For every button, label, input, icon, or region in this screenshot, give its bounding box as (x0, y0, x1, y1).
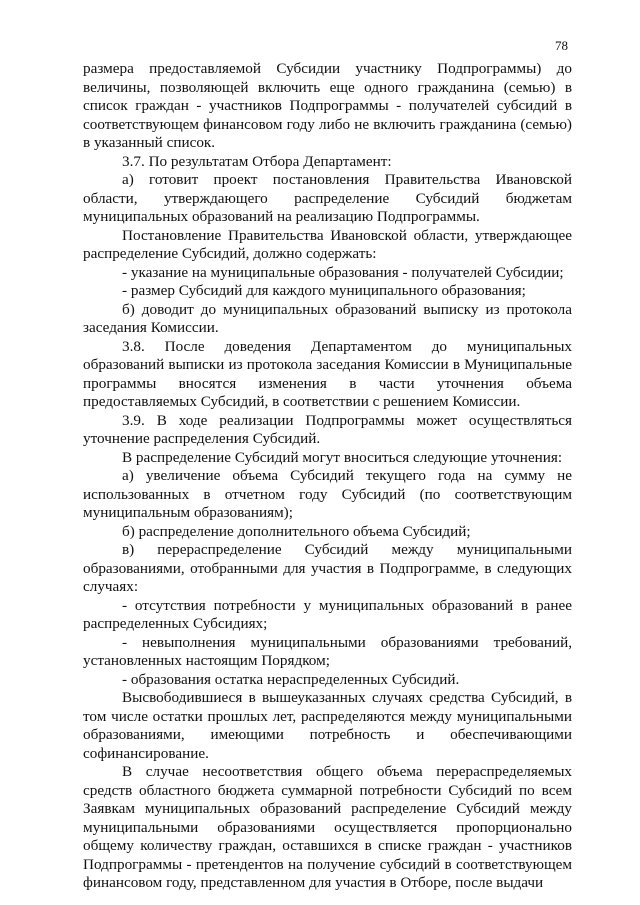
paragraph-resolution-content: Постановление Правительства Ивановской области, утверждающее распределение Субсидий, должно содержать: (83, 226, 572, 262)
list-item-c-redistribution: в) перераспределение Субсидий между муниципальными образованиями, отобранными для участия в Подпрограмме, в следующих случаях: (83, 541, 572, 595)
document-body (83, 60, 572, 893)
paragraph-3-9: 3.9. В ходе реализации Подпрограммы может осуществляться уточнение распределения Субсидий. (83, 411, 572, 447)
paragraph-continuation: размера предоставляемой Субсидии участнику Подпрограммы) до величины, позволяющей включить еще одного гражданина (семью) в список граждан - участников Подпрограммы - получателей субсидий в соответствующем финансовом году либо не включить гражданина (семью) в указанный список. (83, 60, 572, 151)
page-number: 78 (555, 38, 568, 53)
paragraph-clarifications-intro: В распределение Субсидий могут вноситься следующие уточнения: (122, 448, 563, 466)
list-item-no-need: - отсутствия потребности у муниципальных образований в ранее распределенных Субсидиях; (83, 596, 572, 632)
paragraph-3-8: 3.8. После доведения Департаментом до муниципальных образований выписки из протокола заседания Комиссии в Муниципальные программы вносятся изменения в части уточнения объема предоставляемых Субсидий, в соответствии с решением Комиссии. (83, 337, 572, 410)
list-item-remainder: - образования остатка нераспределенных Субсидий. (122, 670, 460, 688)
list-item-recipients: - указание на муниципальные образования - получателей Субсидии; (122, 263, 564, 281)
list-item-a-increase: а) увеличение объема Субсидий текущего года на сумму не использованных в отчетном году Субсидий (по соответствующим муниципальным образованиям); (83, 467, 572, 521)
list-item-non-fulfillment: - невыполнения муниципальными образованиями требований, установленных настоящим Порядком; (83, 633, 572, 669)
list-item-b-additional: б) распределение дополнительного объема Субсидий; (122, 522, 471, 540)
paragraph-3-7-a: а) готовит проект постановления Правительства Ивановской области, утверждающего распределение Субсидий бюджетам муниципальных образований на реализацию Подпрограммы. (83, 171, 572, 225)
paragraph-3-7: 3.7. По результатам Отбора Департамент: (122, 152, 392, 170)
paragraph-3-7-b: б) доводит до муниципальных образований выписку из протокола заседания Комиссии. (83, 300, 572, 336)
paragraph-released-funds: Высвободившиеся в вышеуказанных случаях средства Субсидий, в том числе остатки прошлых лет, распределяются между муниципальными образованиями, имеющими потребность и обеспечивающими софинансирование. (83, 689, 572, 762)
list-item-subsidy-size: - размер Субсидий для каждого муниципального образования; (122, 282, 526, 299)
paragraph-proportional-distribution: В случае несоответствия общего объема перераспределяемых средств областного бюджета суммарной потребности Субсидий по всем Заявкам муниципальных образований распределение Субсидий между муниципальными образованиями осуществляется пропорционально общему количеству граждан, оставшихся в списке граждан - участников Подпрограммы - претендентов на получение субсидий в соответствующем финансовом году, представленном для участия в Отборе, после выдачи (83, 763, 572, 891)
